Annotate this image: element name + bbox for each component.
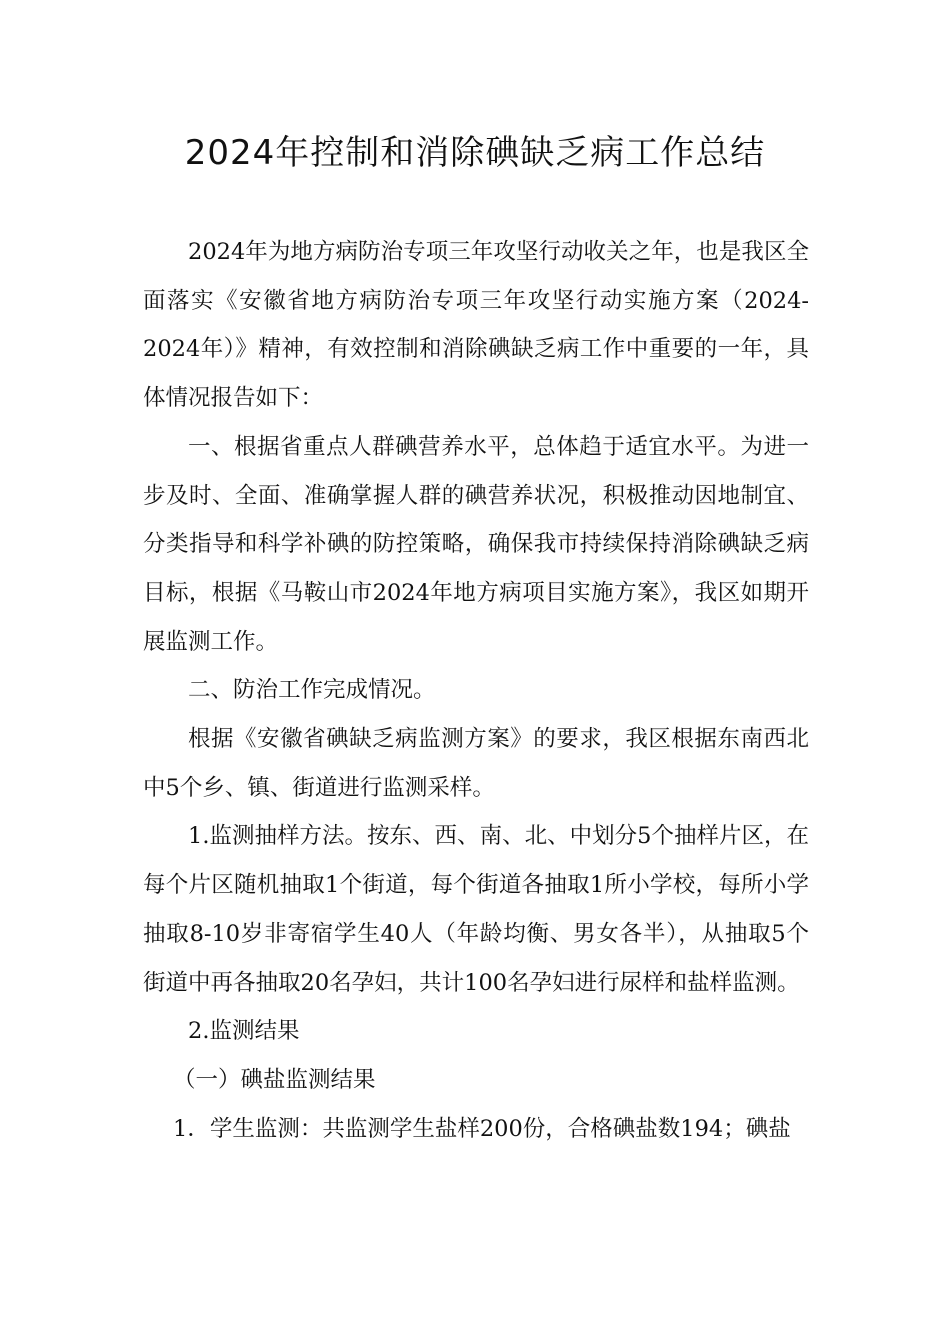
paragraph-sampling-method: 1.监测抽样方法。按东、西、南、北、中划分5个抽样片区，在每个片区随机抽取1个街道，每个街道各抽取1所小学校，每所小学抽取8-10岁非寄宿学生40人（年龄均衡、男女各半），从抽取5个街道中再各抽取20名孕妇，共计100名孕妇进行尿样和盐样监测。 xyxy=(143,823,809,996)
paragraph-section-1: 一、根据省重点人群碘营养水平，总体趋于适宜水平。为进一步及时、全面、准确掌握人群的碘营养状况，积极推动因地制宜、分类指导和科学补碘的防控策略，确保我市持续保持消除碘缺乏病目标，根据《马鞍山市2024年地方病项目实施方案》，我区如期开展监测工作。 xyxy=(143,433,809,655)
paragraph-section-2-heading: 二、防治工作完成情况。 xyxy=(188,677,436,704)
paragraph-student-monitoring: 1．学生监测：共监测学生盐样200份，合格碘盐数194；碘盐 xyxy=(173,1115,791,1142)
document-title: 2024年控制和消除碘缺乏病工作总结 xyxy=(184,133,766,173)
document-body xyxy=(143,228,809,1153)
paragraph-results-heading: 2.监测结果 xyxy=(188,1018,300,1045)
paragraph-intro: 2024年为地方病防治专项三年攻坚行动收关之年，也是我区全面落实《安徽省地方病防治专项三年攻坚行动实施方案（2024-2024年）》精神，有效控制和消除碘缺乏病工作中重要的一年，具体情况报告如下： xyxy=(143,239,809,412)
paragraph-section-2-body: 根据《安徽省碘缺乏病监测方案》的要求，我区根据东南西北中5个乡、镇、街道进行监测采样。 xyxy=(143,726,809,801)
paragraph-salt-results-heading: （一）碘盐监测结果 xyxy=(173,1066,376,1093)
